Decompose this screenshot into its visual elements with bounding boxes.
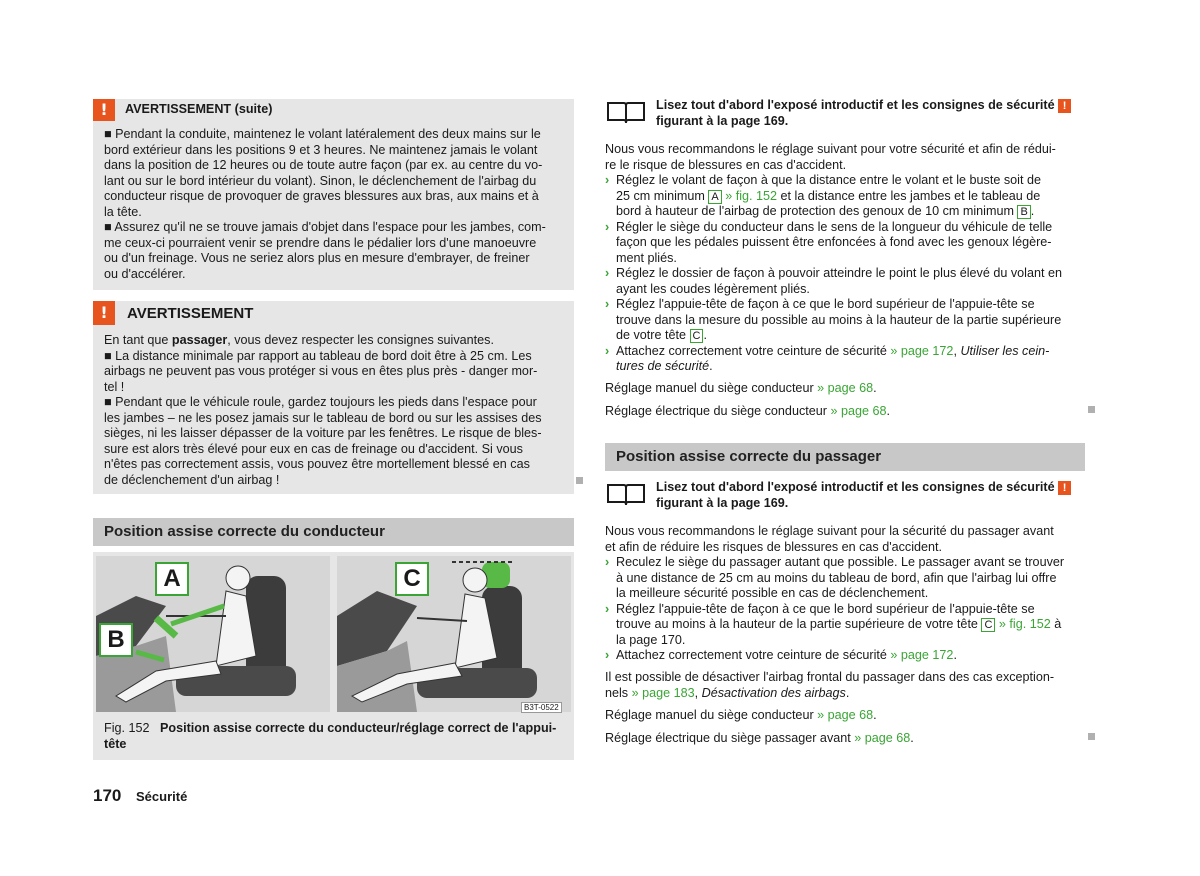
warning-intro: En tant que passager, vous devez respecter les consignes suivantes. <box>104 333 494 347</box>
text-line: et afin de réduire les risques de blessures en cas d'accident. <box>605 539 943 554</box>
text-line: la tête. <box>104 204 142 219</box>
warning-box <box>93 301 574 494</box>
page-number: 170 <box>93 786 122 805</box>
link-page-68[interactable]: » page 68 <box>817 381 874 395</box>
text-line: sure est alors très élevé pour eux en cas de freinage ou d'accident. Si vous <box>104 441 523 456</box>
section-title-passenger: Position assise correcte du passager <box>605 443 1085 471</box>
link-page-68[interactable]: » page 68 <box>817 708 874 722</box>
text-line: me ceux-ci pourraient venir se prendre dans le pédalier lors d'une manoeuvre <box>104 235 537 250</box>
read-first-note: Lisez tout d'abord l'exposé introductif et les consignes de sécurité ! figurant à la page 169. <box>656 480 1076 511</box>
text-line: n'êtes pas correctement assis, vous pouvez être mortellement blessé en cas <box>104 457 530 471</box>
list-item: › Réglez l'appuie-tête de façon à ce que le bord supérieur de l'appuie-tête se trouve dans la mesure du possible au moins à la hauteur de la partie supérieure de votre tête C . <box>605 297 1062 342</box>
deactivate-airbag-note: Il est possible de désactiver l'airbag frontal du passager dans des cas exception- nels » page 183, Désactivation des airbags. <box>605 670 1055 700</box>
figure-caption <box>104 721 564 752</box>
ref-box-c: C <box>981 618 995 632</box>
text-line: ■ Assurez qu'il ne se trouve jamais d'objet dans l'espace pour les jambes, com- <box>104 220 546 234</box>
electric-driver-seat-ref: Réglage électrique du siège conducteur » page 68. <box>605 404 890 418</box>
arrow-icon: › <box>605 173 610 187</box>
headrest-illustration <box>337 556 571 712</box>
end-marker <box>1088 733 1095 740</box>
read-first-note: Lisez tout d'abord l'exposé introductif et les consignes de sécurité ! figurant à la page 169. <box>656 98 1076 129</box>
link-page-68[interactable]: » page 68 <box>854 731 911 745</box>
text-line: les jambes – ne les posez jamais sur le tableau de bord ou sur les assises des <box>104 410 542 425</box>
figure-panel-headrest <box>337 556 571 712</box>
text-line: airbags ne peuvent pas vous protéger si vous en êtes plus près - danger mor- <box>104 364 538 378</box>
list-item: › Réglez le dossier de façon à pouvoir atteindre le point le plus élevé du volant en ayant les coudes légèrement pliés. <box>605 266 1062 296</box>
text-line: dans la position de 12 heures ou de toute autre façon (par ex. au centre du vo- <box>104 158 543 172</box>
electric-passenger-seat-ref: Réglage électrique du siège passager avant » page 68. <box>605 731 914 745</box>
text-line: ■ Pendant que le véhicule roule, gardez toujours les pieds dans l'espace pour <box>104 395 537 409</box>
list-item: › Réglez l'appuie-tête de façon à ce que le bord supérieur de l'appuie-tête se trouve au moins à la hauteur de la partie supérieure de votre tête C » fig. 152 à la page 170. <box>605 601 1062 647</box>
manual-driver-seat-ref: Réglage manuel du siège conducteur » page 68. <box>605 381 877 395</box>
ref-box-c: C <box>690 329 704 343</box>
warning-text <box>104 333 570 488</box>
driver-steps <box>605 173 1085 375</box>
link-fig-152[interactable]: » fig. 152 <box>995 617 1051 631</box>
list-item: › Attachez correctement votre ceinture de sécurité » page 172, Utiliser les cein- tures de sécurité. <box>605 343 1050 373</box>
warning-icon: ! <box>93 99 115 121</box>
section-title-driver: Position assise correcte du conducteur <box>93 518 574 546</box>
arrow-icon: › <box>605 266 610 280</box>
warning-continued-title: AVERTISSEMENT (suite) <box>125 102 273 116</box>
footer-section: Sécurité <box>136 789 188 804</box>
warning-continued-text <box>104 127 570 282</box>
figure-number: Fig. 152 <box>104 721 150 735</box>
text-line: ■ Pendant la conduite, maintenez le volant latéralement des deux mains sur le <box>104 127 541 141</box>
link-fig-152[interactable]: » fig. 152 <box>721 188 778 203</box>
list-item: › Régler le siège du conducteur dans le sens de la longueur du véhicule de telle façon que les pédales puissent être enfoncées à fond avec les genoux légère- ment pliés. <box>605 219 1053 265</box>
ref-box-b: B <box>1017 205 1030 219</box>
figure-label-b: B <box>99 623 133 657</box>
text-line: ou d'accélérer. <box>104 266 186 281</box>
book-icon <box>606 483 646 507</box>
text-line: sièges, ni les laisser dépasser de la voiture par les fenêtres. Le risque de bles- <box>104 426 542 440</box>
text-line: de déclenchement d'un airbag ! <box>104 472 280 487</box>
list-item: › Réglez le volant de façon à que la distance entre le volant et le buste soit de 25 cm minimum A » fig. 152 et la distance entre les jambes et le tableau de bord à hauteur de l'airbag de protection des genoux de 10 cm minimum B . <box>605 173 1041 218</box>
link-page-172[interactable]: » page 172 <box>890 648 954 662</box>
text-line: lant ou sur le bord intérieur du volant). Sinon, le déclenchement de l'airbag du <box>104 173 537 188</box>
figure-code: B3T-0522 <box>521 702 562 713</box>
warning-continued-box <box>93 99 574 290</box>
arrow-icon: › <box>605 219 610 234</box>
text-line: tel ! <box>104 379 125 394</box>
arrow-icon: › <box>605 601 610 616</box>
warning-title: AVERTISSEMENT <box>127 305 254 322</box>
text-line: ou d'un freinage. Vous ne seriez alors plus en mesure d'embrayer, de freiner <box>104 251 530 265</box>
arrow-icon: › <box>605 648 610 662</box>
list-item: › Reculez le siège du passager autant que possible. Le passager avant se trouver à une distance de 25 cm au moins du tableau de bord, afin que l'airbag lui offre la meilleure sécurité possible en cas de déclenchement. <box>605 555 1065 600</box>
manual-driver-seat-ref-2: Réglage manuel du siège conducteur » page 68. <box>605 708 877 722</box>
link-page-183[interactable]: » page 183 <box>631 685 695 700</box>
text-line: conducteur risque de provoquer de graves blessures aux bras, aux mains et à <box>104 189 539 203</box>
link-page-68[interactable]: » page 68 <box>830 404 887 418</box>
warning-icon: ! <box>93 301 115 325</box>
text-line: Nous vous recommandons le réglage suivant pour votre sécurité et afin de rédui- <box>605 142 1056 156</box>
list-item: › Attachez correctement votre ceinture de sécurité » page 172. <box>605 648 957 662</box>
arrow-icon: › <box>605 297 610 311</box>
text-line: ■ La distance minimale par rapport au tableau de bord doit être à 25 cm. Les <box>104 348 532 363</box>
figure-label-c: C <box>395 562 429 596</box>
text-line: Nous vous recommandons le réglage suivant pour la sécurité du passager avant <box>605 524 1054 538</box>
arrow-icon: › <box>605 555 610 569</box>
figure-152 <box>93 552 574 760</box>
passenger-intro <box>605 524 1085 555</box>
passenger-steps <box>605 555 1085 664</box>
figure-caption-line2: tête <box>104 736 127 751</box>
end-marker <box>576 477 583 484</box>
link-page-172[interactable]: » page 172 <box>890 343 954 358</box>
warning-icon: ! <box>1058 99 1071 113</box>
warning-icon: ! <box>1058 481 1071 495</box>
arrow-icon: › <box>605 343 610 358</box>
driver-intro <box>605 142 1085 173</box>
book-icon <box>606 101 646 125</box>
figure-caption-line1: Position assise correcte du conducteur/réglage correct de l'appui- <box>160 721 557 735</box>
figure-label-a: A <box>155 562 189 596</box>
end-marker <box>1088 406 1095 413</box>
ref-box-a: A <box>708 190 721 204</box>
text-line: bord extérieur dans les positions 9 et 3 heures. Ne maintenez jamais le volant <box>104 142 538 157</box>
text-line: re le risque de blessures en cas d'accident. <box>605 157 847 172</box>
